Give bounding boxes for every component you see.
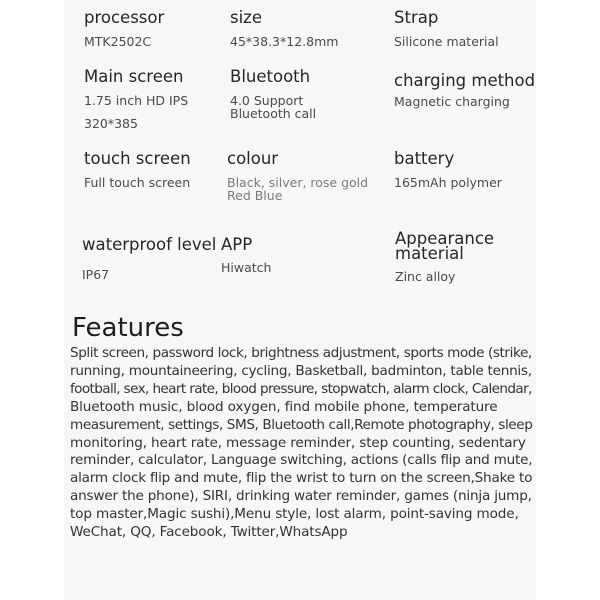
spec-label: touch screen xyxy=(84,149,191,168)
features-line: reminder, calculator, Language switching, actions (calls flip and mute, xyxy=(70,452,533,469)
spec-label: waterproof level xyxy=(82,235,217,254)
spec-value: 320*385 xyxy=(84,116,138,131)
features-line: WeChat, QQ, Facebook, Twitter,WhatsApp xyxy=(70,524,348,541)
spec-value: MTK2502C xyxy=(84,34,152,49)
spec-colour xyxy=(227,149,368,202)
spec-label: Appearance xyxy=(395,229,495,248)
features-line: Split screen, password lock, brightness adjustment, sports mode (strike, xyxy=(70,345,532,361)
spec-label: battery xyxy=(394,149,455,168)
spec-value: Red Blue xyxy=(227,188,283,203)
spec-value: 4.0 Support xyxy=(230,93,304,108)
spec-label: Bluetooth xyxy=(230,67,311,86)
spec-label: Strap xyxy=(394,8,439,27)
spec-label: processor xyxy=(84,8,165,27)
spec-value: 1.75 inch HD IPS xyxy=(84,93,189,108)
spec-value: Silicone material xyxy=(394,34,499,49)
features-line: monitoring, heart rate, message reminder, step counting, sedentary xyxy=(70,434,526,451)
spec-label: colour xyxy=(227,149,279,168)
spec-main-screen xyxy=(84,67,188,130)
spec-label: APP xyxy=(221,235,253,254)
spec-sheet xyxy=(64,0,536,600)
spec-appearance-material xyxy=(395,231,494,283)
features-line: answer the phone), SIRI, drinking water reminder, games (ninja jump, xyxy=(70,488,532,505)
features-line: Bluetooth music, blood oxygen, find mobile phone, temperature xyxy=(70,398,498,415)
spec-touch-screen xyxy=(84,149,191,189)
spec-label: Main screen xyxy=(84,67,184,86)
spec-battery xyxy=(394,149,502,189)
spec-value: 165mAh polymer xyxy=(394,175,502,190)
spec-value: Hiwatch xyxy=(221,260,272,275)
spec-app xyxy=(221,235,271,274)
features-text xyxy=(70,345,532,542)
spec-value: Magnetic charging xyxy=(394,94,510,109)
spec-label: size xyxy=(230,8,262,27)
spec-value: Bluetooth call xyxy=(230,106,317,121)
features-line: football, sex, heart rate, blood pressure, stopwatch, alarm clock, Calendar, xyxy=(70,380,532,397)
spec-value: 45*38.3*12.8mm xyxy=(230,34,339,49)
spec-label: material xyxy=(395,244,464,263)
spec-size xyxy=(230,8,338,48)
features-line: measurement, settings, SMS, Bluetooth call,Remote photography, sleep xyxy=(70,416,533,433)
spec-charging-method xyxy=(394,71,535,108)
spec-strap xyxy=(394,8,499,48)
features-line: alarm clock flip and mute, flip the wrist to turn on the screen,Shake to xyxy=(70,470,533,487)
spec-bluetooth xyxy=(230,67,316,120)
spec-waterproof-level xyxy=(82,235,216,281)
features-line: top master,Magic sushi),Menu style, lost alarm, point-saving mode, xyxy=(70,506,519,523)
features-line: running, mountaineering, cycling, Basketball, badminton, table tennis, xyxy=(70,362,532,379)
spec-label: charging method xyxy=(394,71,536,90)
spec-value: Full touch screen xyxy=(84,175,191,190)
spec-value: Zinc alloy xyxy=(395,269,456,284)
spec-processor xyxy=(84,8,164,48)
spec-value: IP67 xyxy=(82,267,110,282)
features-heading: Features xyxy=(72,313,184,343)
spec-value: Black, silver, rose gold xyxy=(227,175,369,190)
